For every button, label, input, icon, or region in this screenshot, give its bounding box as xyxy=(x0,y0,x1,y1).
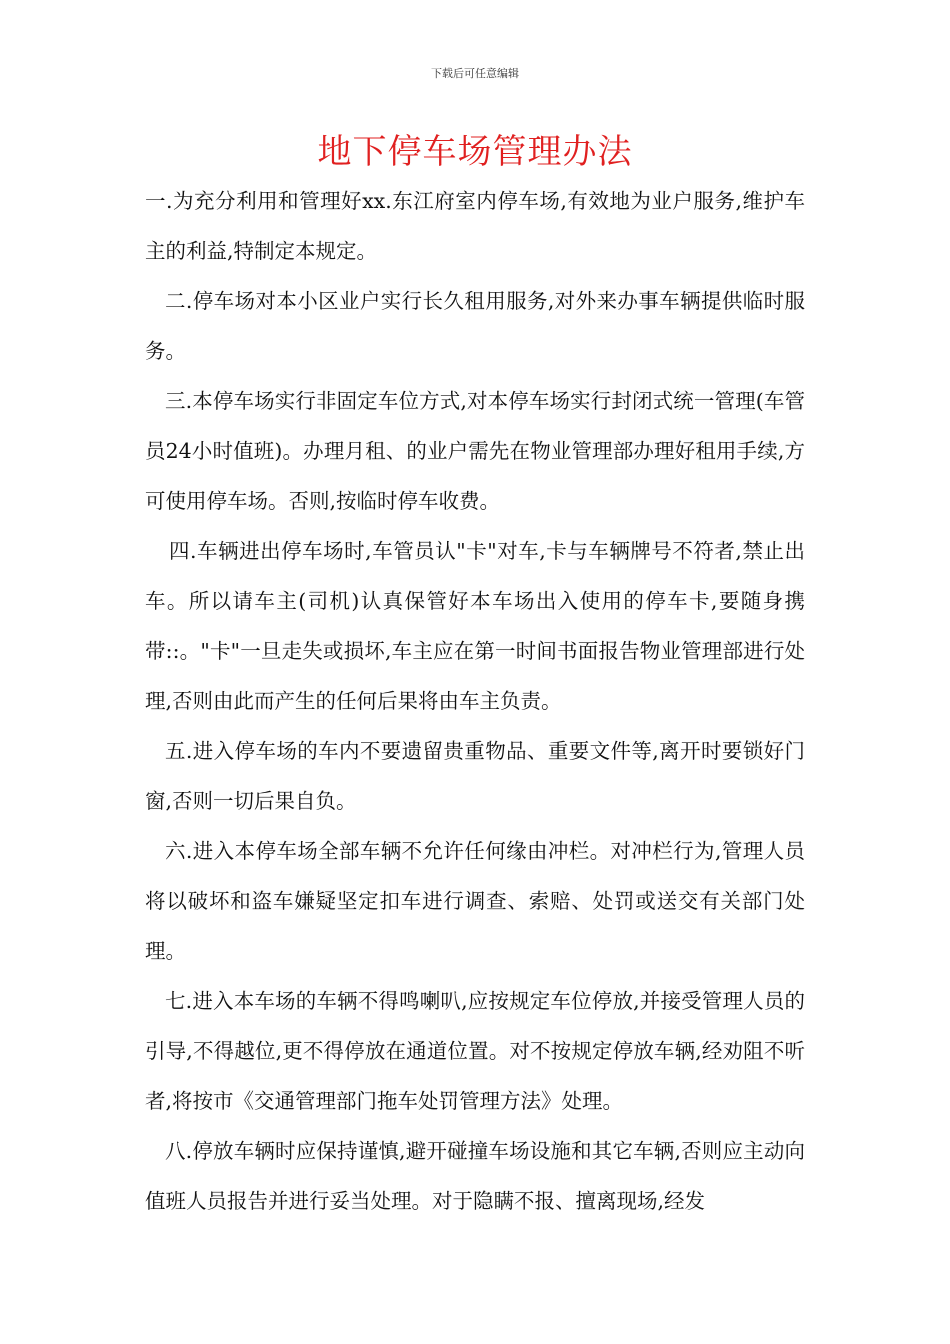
paragraph-1: 一.为充分利用和管理好xx.东江府室内停车场,有效地为业户服务,维护车主的利益,特制定本规定。 xyxy=(145,189,805,263)
paragraph-7: 七.进入本车场的车辆不得鸣喇叭,应按规定车位停放,并接受管理人员的引导,不得越位,更不得停放在通道位置。对不按规定停放车辆,经劝阻不听者,将按市《交通管理部门拖车处罚管理方法》处理。 xyxy=(145,989,805,1113)
paragraph-8: 八.停放车辆时应保持谨慎,避开碰撞车场设施和其它车辆,否则应主动向值班人员报告并进行妥当处理。对于隐瞒不报、擅离现场,经发 xyxy=(145,1139,805,1213)
document-title: 地下停车场管理办法 xyxy=(317,132,633,172)
header-note: 下载后可任意编辑 xyxy=(431,67,519,80)
paragraph-6: 六.进入本停车场全部车辆不允许任何缘由冲栏。对冲栏行为,管理人员将以破坏和盗车嫌疑坚定扣车进行调查、索赔、处罚或送交有关部门处理。 xyxy=(145,839,805,963)
paragraph-4: 四.车辆进出停车场时,车管员认"卡"对车,卡与车辆牌号不符者,禁止出车。所以请车主(司机)认真保管好本车场出入使用的停车卡,要随身携带::。"卡"一旦走失或损坏,车主应在第一时间书面报告物业管理部进行处理,否则由此而产生的任何后果将由车主负责。 xyxy=(145,539,805,713)
paragraph-3: 三.本停车场实行非固定车位方式,对本停车场实行封闭式统一管理(车管员24小时值班)。办理月租、的业户需先在物业管理部办理好租用手续,方可使用停车场。否则,按临时停车收费。 xyxy=(145,389,805,513)
paragraph-5: 五.进入停车场的车内不要遗留贵重物品、重要文件等,离开时要锁好门窗,否则一切后果自负。 xyxy=(145,739,805,813)
paragraph-2: 二.停车场对本小区业户实行长久租用服务,对外来办事车辆提供临时服务。 xyxy=(145,289,805,363)
document-body xyxy=(145,176,805,1226)
